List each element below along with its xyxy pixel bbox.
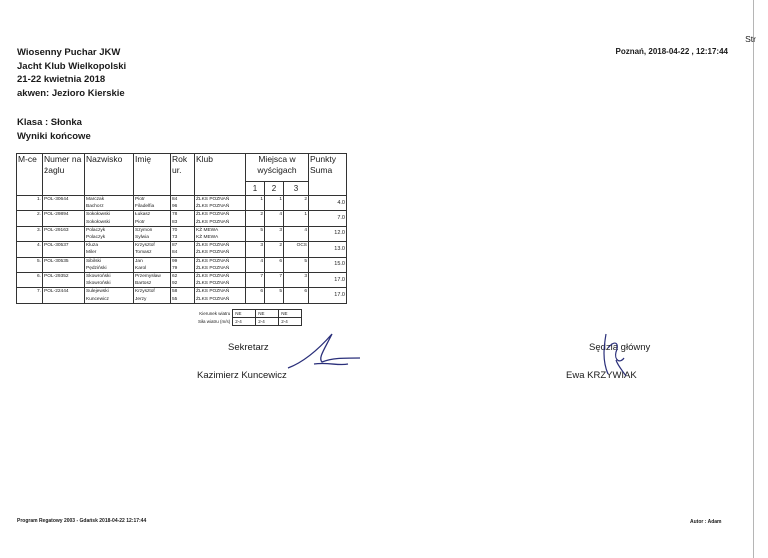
club-cell-line: KŻ MEWA [196, 235, 219, 241]
club-cell [195, 196, 246, 211]
table-row [17, 226, 347, 241]
wind-speed-value: 2-4 [256, 318, 279, 326]
secretary-title: Sekretarz [228, 342, 269, 353]
page-label: Str [745, 34, 756, 44]
footer-author: Autor : Adam [690, 519, 722, 525]
first-name-cell-line: Filadelfia [135, 204, 155, 210]
sail-number-cell: POL-30644 [43, 196, 85, 211]
race-3-place: 1 [284, 211, 309, 226]
wind-direction-label: Kierunek wiatru [199, 311, 231, 316]
judge-signature [596, 330, 636, 380]
race-1-place: 7 [246, 273, 265, 288]
boat-class: Klasa : Słonka [17, 117, 82, 128]
race-3-place: 6 [284, 288, 309, 303]
surname-cell-line: Sokołowski [86, 219, 110, 225]
race-3-place: 2 [284, 196, 309, 211]
col-header-points-total: Punkty Suma [309, 154, 347, 196]
club-cell-line: ŻLKS POZNAŃ [196, 258, 230, 264]
table-header-row [17, 154, 347, 182]
sail-number-cell: POL-29894 [43, 211, 85, 226]
club-cell-line: ŻLKS POZNAŃ [196, 243, 230, 249]
regatta-venue: akwen: Jezioro Kierskie [17, 87, 125, 99]
club-cell-line: ŻLKS POZNAŃ [196, 250, 230, 256]
first-name-cell-line: Sylwia [135, 235, 149, 241]
first-name-cell [134, 226, 171, 241]
surname-cell-line: Sulejewski [86, 289, 109, 295]
surname-cell-line: Skowroński [86, 281, 111, 287]
points-total-cell: 17.0 [309, 288, 347, 303]
race-2-place: 5 [265, 288, 284, 303]
race-2-place: 1 [265, 196, 284, 211]
surname-cell [85, 196, 134, 211]
sail-number-cell: POL-22444 [43, 288, 85, 303]
race-3-place: 3 [284, 273, 309, 288]
col-header-position: M-ce [17, 154, 43, 196]
race-2-place: 3 [265, 226, 284, 241]
birth-year-cell [171, 288, 195, 303]
club-cell-line: ŻLKS POZNAŃ [196, 212, 230, 218]
surname-cell [85, 288, 134, 303]
birth-year-cell [171, 196, 195, 211]
col-header-club: Klub [195, 154, 246, 196]
birth-year-cell-line: 73 [172, 235, 178, 241]
first-name-cell-line: Piotr [135, 197, 145, 202]
wind-speed-value: 2-4 [279, 318, 302, 326]
regatta-title: Wiosenny Puchar JKW [17, 47, 121, 58]
first-name-cell [134, 196, 171, 211]
position-cell: 4. [17, 242, 43, 257]
first-name-cell-line: Przemysław [135, 274, 161, 280]
points-total-cell: 12.0 [309, 226, 347, 241]
club-cell [195, 273, 246, 288]
surname-cell [85, 211, 134, 226]
club-cell-line: ŻLKS POZNAŃ [196, 274, 230, 280]
surname-cell-line: Miler [86, 250, 97, 256]
race-1-place: 6 [246, 288, 265, 303]
first-name-cell [134, 211, 171, 226]
judge-name: Ewa KRZYWIAK [566, 370, 637, 381]
race-1-place: 2 [246, 211, 265, 226]
surname-cell-line: Sokołowski [86, 212, 110, 218]
footer-program: Program Regatowy 2003 - Gdańsk 2018-04-22 12:17:44 [17, 518, 147, 524]
first-name-cell-line: Piotr [135, 219, 145, 225]
birth-year-cell [171, 226, 195, 241]
wind-speed-label: Siła wiatru (m/s) [198, 319, 231, 324]
birth-year-cell-line: 78 [172, 212, 178, 218]
club-cell-line: ŻLKS POZNAŃ [196, 265, 230, 271]
birth-year-cell-line: 62 [172, 274, 178, 280]
surname-cell [85, 257, 134, 272]
birth-year-cell-line: 99 [172, 258, 178, 264]
birth-year-cell-line: 84 [172, 250, 178, 256]
birth-year-cell-line: 55 [172, 296, 178, 302]
birth-year-cell-line: 70 [172, 227, 178, 233]
club-cell-line: KŻ MEWA [196, 227, 219, 233]
surname-cell-line: Polaczyk [86, 235, 106, 241]
race-2-place: 6 [265, 257, 284, 272]
points-total-cell: 13.0 [309, 242, 347, 257]
position-cell: 5. [17, 257, 43, 272]
club-cell-line: ŻLKS POZNAŃ [196, 281, 230, 287]
race-1-place: 4 [246, 257, 265, 272]
sail-number-cell: POL-30535 [43, 257, 85, 272]
first-name-cell-line: Tomasz [135, 250, 152, 256]
table-row [17, 273, 347, 288]
sail-number-cell: POL-29163 [43, 226, 85, 241]
regatta-header [17, 46, 126, 100]
sail-number-cell: POL-30537 [43, 242, 85, 257]
surname-cell-line: Skowroński [86, 274, 111, 280]
table-row [17, 196, 347, 211]
position-cell: 2. [17, 211, 43, 226]
regatta-dates: 21-22 kwietnia 2018 [17, 74, 106, 85]
wind-direction-value: NE [256, 310, 279, 318]
surname-cell-line: Polaczyk [86, 227, 106, 233]
club-cell-line: ŻLKS POZNAŃ [196, 204, 230, 210]
race-3-place: 5 [284, 257, 309, 272]
club-cell-line: ŻLKS POZNAŃ [196, 219, 230, 225]
race-2-place: 7 [265, 273, 284, 288]
club-cell [195, 288, 246, 303]
race-1-place: 1 [246, 196, 265, 211]
first-name-cell-line: Łukasz [135, 212, 151, 218]
place-date: Poznań, 2018-04-22 , 12:17:44 [615, 47, 728, 56]
birth-year-cell [171, 273, 195, 288]
club-cell [195, 226, 246, 241]
col-header-sail-number: Numer na żaglu [43, 154, 85, 196]
first-name-cell [134, 273, 171, 288]
birth-year-cell-line: 83 [172, 219, 178, 225]
position-cell: 3. [17, 226, 43, 241]
birth-year-cell-line: 84 [172, 197, 178, 202]
position-cell: 6. [17, 273, 43, 288]
first-name-cell-line: Krzysztof [135, 289, 155, 295]
surname-cell-line: Bachorz [86, 204, 104, 210]
first-name-cell-line: Krzysztof [135, 243, 155, 249]
race-1-place: 5 [246, 226, 265, 241]
col-header-first-name: Imię [134, 154, 171, 196]
birth-year-cell [171, 211, 195, 226]
first-name-cell-line: Szymon [135, 227, 153, 233]
club-cell [195, 242, 246, 257]
club-cell [195, 211, 246, 226]
wind-conditions [196, 309, 302, 326]
points-total-cell: 15.0 [309, 257, 347, 272]
position-cell: 1. [17, 196, 43, 211]
first-name-cell [134, 242, 171, 257]
table-row [17, 288, 347, 303]
sail-number-cell: POL-29352 [43, 273, 85, 288]
birth-year-cell-line: 87 [172, 243, 178, 249]
col-header-birth-year: Rok ur. [171, 154, 195, 196]
scan-edge-line [753, 0, 754, 558]
birth-year-cell-line: 79 [172, 265, 178, 271]
col-header-race-places: Miejsca w wyścigach [246, 154, 309, 182]
points-total-cell: 17.0 [309, 273, 347, 288]
race-2-place: 2 [265, 242, 284, 257]
judge-title: Sędzia główny [589, 342, 651, 353]
club-cell [195, 257, 246, 272]
wind-direction-row [196, 310, 302, 318]
race-3-place: 4 [284, 226, 309, 241]
surname-cell-line: Kuncewicz [86, 296, 109, 302]
col-header-surname: Nazwisko [85, 154, 134, 196]
birth-year-cell [171, 242, 195, 257]
birth-year-cell-line: 96 [172, 204, 178, 210]
birth-year-cell [171, 257, 195, 272]
race-1-place: 3 [246, 242, 265, 257]
race-2-place: 4 [265, 211, 284, 226]
secretary-signature [284, 328, 364, 376]
wind-speed-row [196, 318, 302, 326]
table-row [17, 211, 347, 226]
first-name-cell-line: Karol [135, 265, 147, 271]
race-number-1: 1 [246, 182, 265, 196]
surname-cell-line: Sibilski [86, 258, 101, 264]
race-3-place: OCS [284, 242, 309, 257]
results-table [16, 153, 347, 304]
first-name-cell-line: Bartosz [135, 281, 152, 287]
surname-cell [85, 242, 134, 257]
surname-cell [85, 226, 134, 241]
wind-direction-value: NE [279, 310, 302, 318]
table-row [17, 257, 347, 272]
surname-cell-line: Kluza [86, 243, 98, 249]
birth-year-cell-line: 92 [172, 281, 178, 287]
surname-cell-line: Marczak [86, 197, 105, 202]
first-name-cell-line: Jerzy [135, 296, 147, 302]
surname-cell [85, 273, 134, 288]
first-name-cell [134, 257, 171, 272]
club-cell-line: ŻLKS POZNAŃ [196, 289, 230, 295]
race-number-2: 2 [265, 182, 284, 196]
wind-speed-value: 2-4 [233, 318, 256, 326]
club-cell-line: ŻLKS POZNAŃ [196, 197, 230, 202]
race-number-3: 3 [284, 182, 309, 196]
results-title: Wyniki końcowe [17, 130, 91, 142]
surname-cell-line: Pędziński [86, 265, 107, 271]
first-name-cell-line: Jan [135, 258, 143, 264]
points-total-cell: 7.0 [309, 211, 347, 226]
club-cell-line: ŻLKS POZNAŃ [196, 296, 230, 302]
secretary-name: Kazimierz Kuncewicz [197, 370, 287, 381]
table-row [17, 242, 347, 257]
position-cell: 7. [17, 288, 43, 303]
class-block [17, 116, 91, 143]
points-total-cell: 4.0 [309, 196, 347, 211]
first-name-cell [134, 288, 171, 303]
wind-direction-value: NE [233, 310, 256, 318]
birth-year-cell-line: 58 [172, 289, 178, 295]
organizer-name: Jacht Klub Wielkopolski [17, 60, 127, 72]
